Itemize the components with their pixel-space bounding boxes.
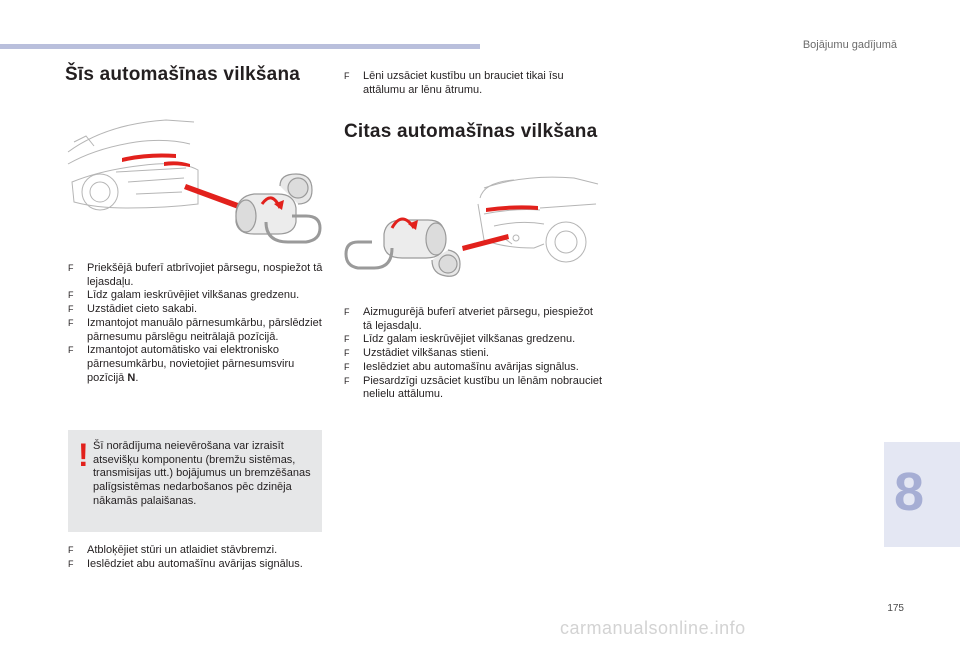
list-item: F Uzstādiet cieto sakabi. [68, 303, 198, 316]
bullet-marker: F [68, 558, 74, 569]
list-item: F Priekšējā buferī atbrīvojiet pārsegu, nospiežot tā lejasdaļu. [68, 262, 323, 288]
header-accent-bar [0, 44, 480, 49]
front-arrow-icon [184, 184, 241, 209]
list-item: F Ieslēdziet abu automašīnu avārijas signālus. [68, 557, 303, 570]
bullet-marker: F [68, 304, 74, 315]
bullet-marker: F [344, 348, 350, 359]
warning-icon: ! [78, 437, 89, 473]
list-item: F Izmantojot manuālo pārnesumkārbu, pārslēdziet pārnesumu pārslēgu neitrālajā pozīcijā. [68, 316, 322, 343]
warning-text: Šī norādījuma neievērošana var izraisīt atsevišķu komponentu (bremžu sistēmas, transmisijas utt.) bojājumus un bremzēšanas palīgsistēmas nedarbošanos pēc dzinēja nākamās palaišanas. [93, 440, 311, 507]
other-towing-steps [344, 306, 604, 402]
list-item: F Izmantojot automātisko vai elektronisko pārnesumkārbu, novietojiet pārnesumsviru pozīcijā N. [68, 344, 295, 384]
bullet-marker: F [344, 375, 350, 386]
list-item: F Aizmugurējā buferī atveriet pārsegu, piespiežot tā lejasdaļu. [344, 306, 593, 332]
gear-position-n: N [127, 371, 136, 384]
bullet-marker: F [344, 334, 350, 345]
front-towing-illustration [66, 112, 322, 252]
own-towing-final-steps [68, 544, 338, 571]
list-item: F Ieslēdziet abu automašīnu avārijas signālus. [344, 360, 579, 373]
list-item: F Piesardzīgi uzsāciet kustību un lēnām nobrauciet nelielu attālumu. [344, 374, 603, 401]
list-item: F Lēni uzsāciet kustību un brauciet tikai īsu attālumu ar lēnu ātrumu. [344, 70, 564, 96]
bullet-marker: F [68, 317, 74, 328]
own-towing-steps [68, 262, 328, 385]
bullet-marker: F [68, 263, 74, 273]
list-item: F Līdz galam ieskrūvējiet vilkšanas gredzenu. [68, 289, 300, 302]
section-title-other-towing: Citas automašīnas vilkšana [344, 121, 598, 142]
chapter-number: 8 [893, 462, 924, 522]
warning-box [68, 430, 322, 532]
rear-towing-illustration [344, 168, 600, 298]
bullet-marker: F [344, 307, 350, 317]
bullet-marker: F [68, 290, 74, 301]
list-item: F Atbloķējiet stūri un atlaidiet stāvbremzi. [68, 544, 278, 556]
watermark: carmanualsonline.info [560, 618, 746, 638]
list-item: F Uzstādiet vilkšanas stieni. [344, 347, 489, 360]
bullet-marker: F [68, 545, 74, 555]
own-towing-continued-steps [344, 70, 604, 97]
bullet-marker: F [344, 71, 350, 81]
list-item: F Līdz galam ieskrūvējiet vilkšanas gredzenu. [344, 333, 576, 346]
bullet-marker: F [68, 345, 74, 356]
running-head: Bojājumu gadījumā [802, 39, 897, 51]
section-title-own-towing: Šīs automašīnas vilkšana [65, 64, 301, 85]
page-number: 175 [887, 603, 904, 614]
bullet-marker: F [344, 361, 350, 372]
rear-arrow-icon [462, 234, 509, 251]
